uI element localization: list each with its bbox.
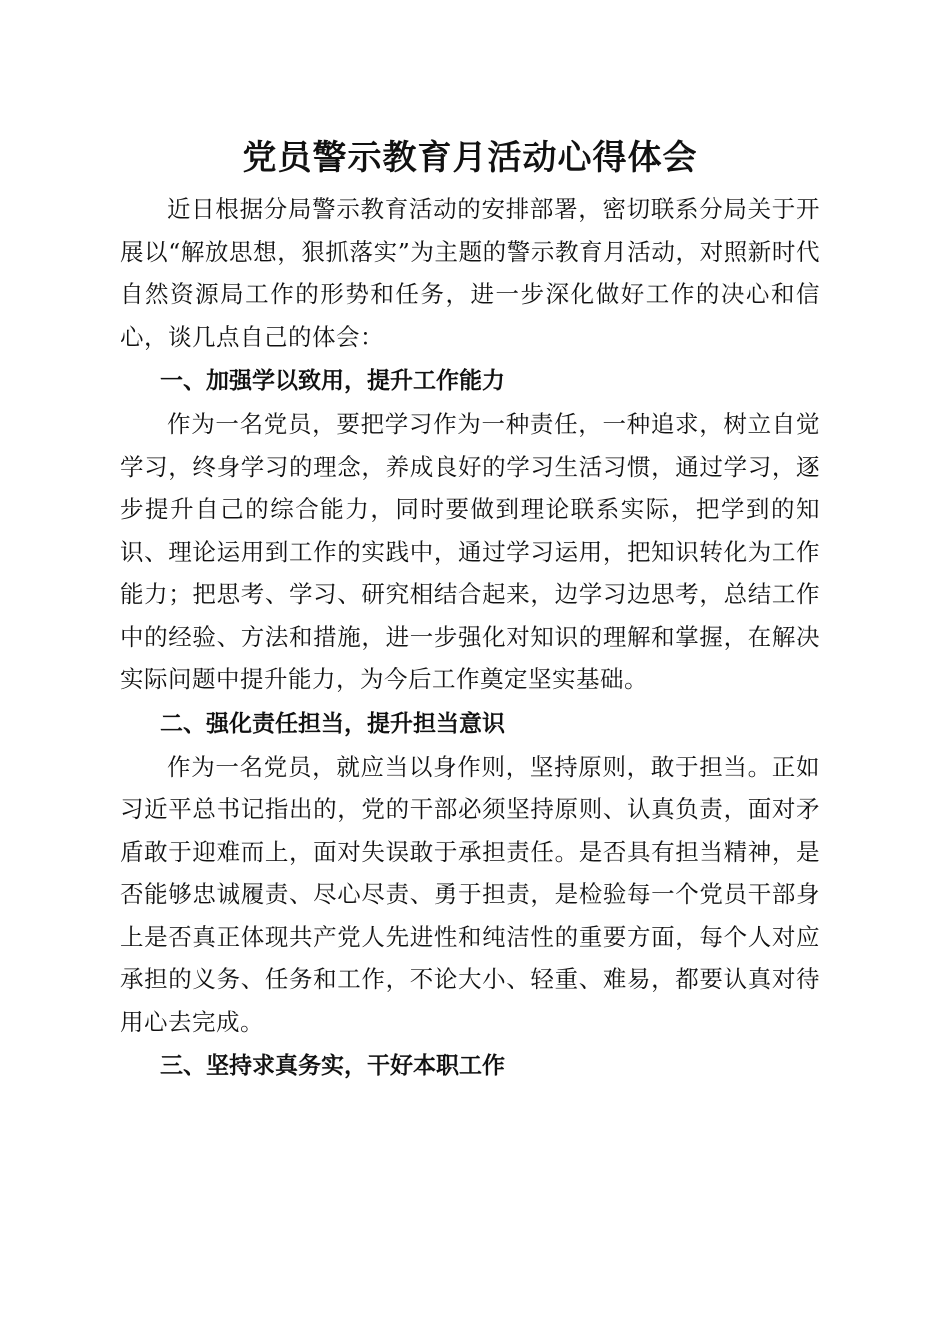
page-title: 党员警示教育月活动心得体会 [242,138,698,178]
section-body-2: 作为一名党员，就应当以身作则，坚持原则，敢于担当。正如习近平总书记指出的，党的干部必须坚持原则、认真负责，面对矛盾敢于迎难而上，面对失误敢于承担责任。是否具有担当精神，是否能够忠诚履责、尽心尽责、勇于担责，是检验每一个党员干部身上是否真正体现共产党人先进性和纯洁性的重要方面，每个人对应承担的义务、任务和工作，不论大小、轻重、难易，都要认真对待用心去完成。 [120,752,820,1036]
section-body-1: 作为一名党员，要把学习作为一种责任，一种追求，树立自觉学习，终身学习的理念，养成良好的学习生活习惯，通过学习，逐步提升自己的综合能力，同时要做到理论联系实际，把学到的知识、理论运用到工作的实践中，通过学习运用，把知识转化为工作能力；把思考、学习、研究相结合起来，边学习边思考，总结工作中的经验、方法和措施，进一步强化对知识的理解和掌握，在解决实际问题中提升能力，为今后工作奠定坚实基础。 [120,410,820,693]
intro-paragraph: 近日根据分局警示教育活动的安排部署，密切联系分局关于开展以“解放思想，狠抓落实”为主题的警示教育月活动，对照新时代自然资源局工作的形势和任务，进一步深化做好工作的决心和信心，谈几点自己的体会： [120,195,820,351]
section-heading-3: 三、坚持求真务实，干好本职工作 [160,1053,505,1079]
section-heading-1: 一、加强学以致用，提升工作能力 [160,368,505,394]
document-page [120,128,820,1088]
section-heading-2: 二、强化责任担当，提升担当意识 [160,710,505,737]
